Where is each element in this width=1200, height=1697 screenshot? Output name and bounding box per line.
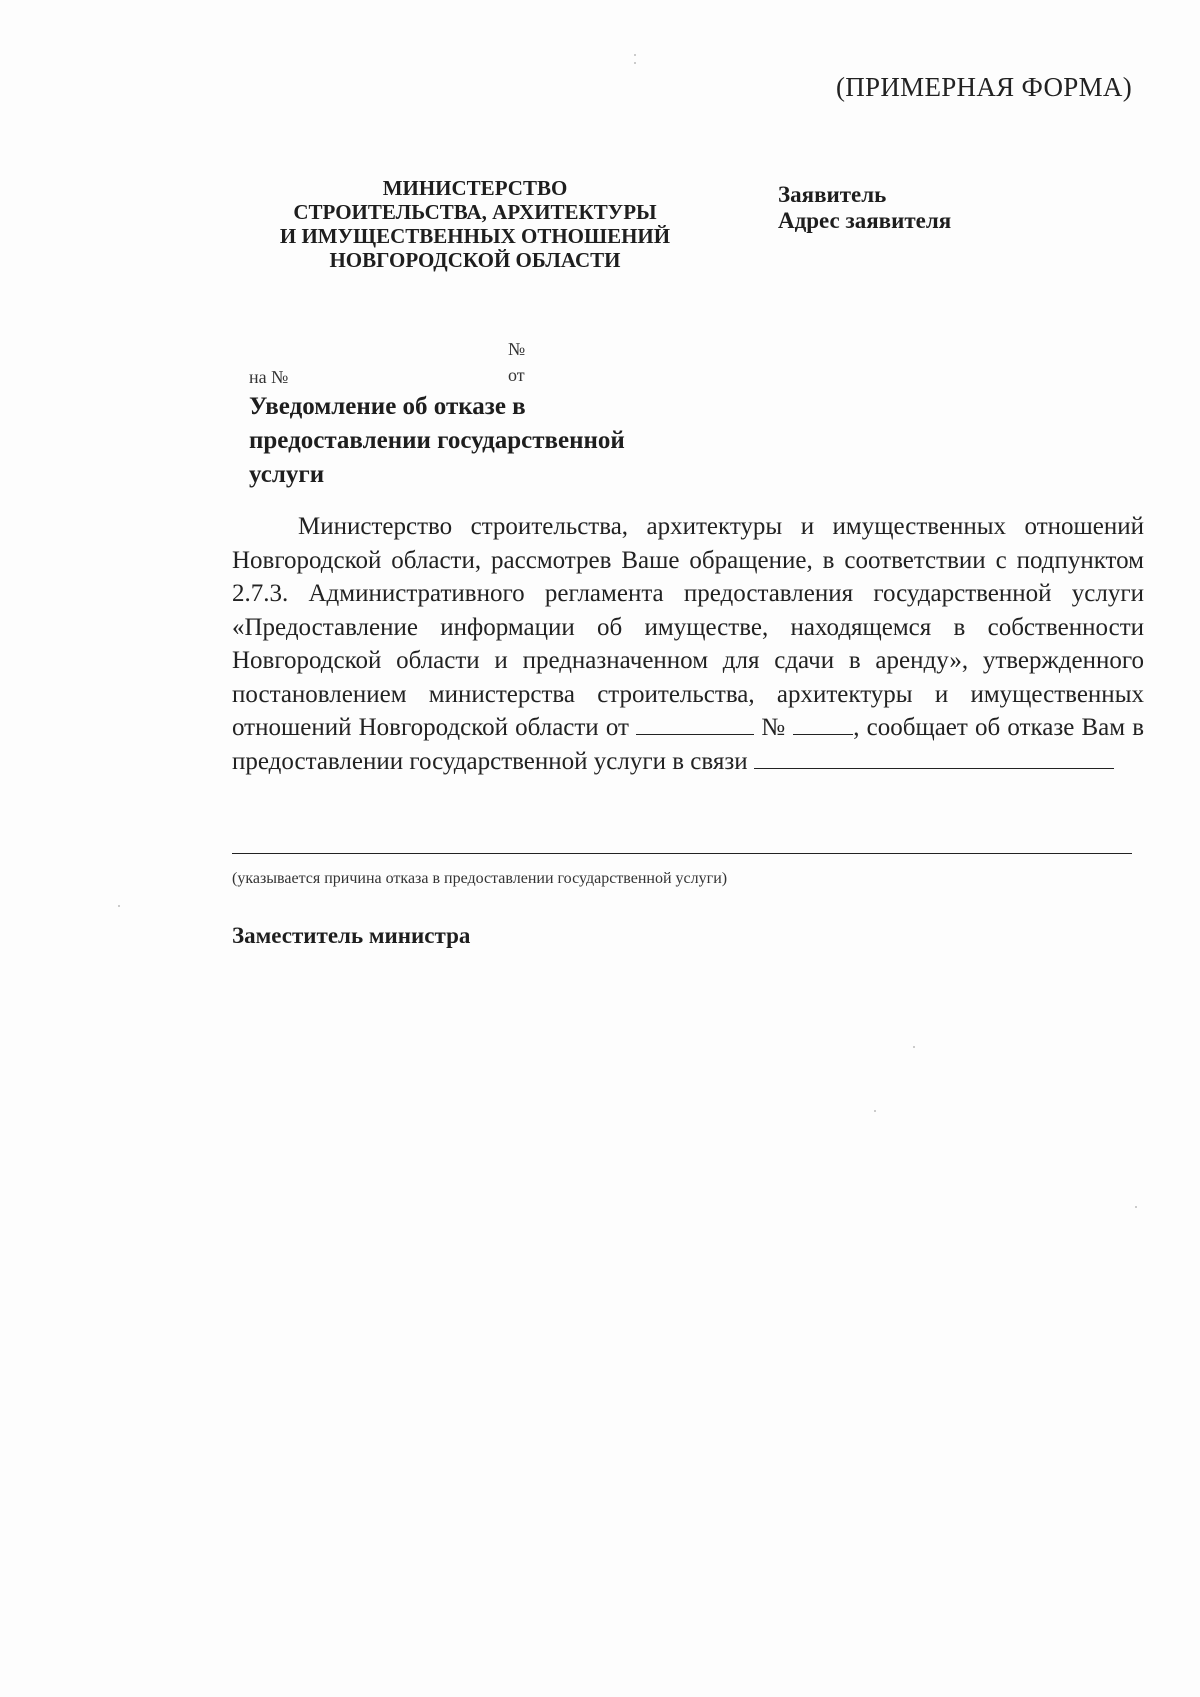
- ministry-line-1: МИНИСТЕРСТВО: [382, 176, 568, 200]
- ministry-header: [245, 176, 705, 272]
- scan-speck: [634, 62, 636, 64]
- applicant-address-label: Адрес заявителя: [778, 208, 952, 233]
- scan-speck: [634, 54, 636, 56]
- resolution-date-blank: [636, 714, 754, 735]
- scan-speck: [913, 1046, 915, 1048]
- form-type-label: (ПРИМЕРНАЯ ФОРМА): [835, 72, 1132, 102]
- refusal-reason-hint: (указывается причина отказа в предоставлении государственной услуги): [232, 870, 728, 887]
- registration-number-label: №: [508, 339, 526, 359]
- ministry-line-2: СТРОИТЕЛЬСТВА, АРХИТЕКТУРЫ: [293, 200, 657, 224]
- applicant-block: [778, 182, 951, 234]
- applicant-name-label: Заявитель: [778, 182, 887, 207]
- ministry-line-4: НОВГОРОДСКОЙ ОБЛАСТИ: [329, 248, 621, 272]
- scan-speck: [1135, 1206, 1137, 1208]
- body-text-part-1: Министерство строительства, архитектуры и имущественных отношений Новгородской области, рассмотрев Ваше обращение, в соответствии с подпунктом 2.7.3. Административного регламента предоставления государственной услуги «Предоставление информации об имуществе, находящемся в собственности Новгородской области и предназначенном для сдачи в аренду», утвержденного постановлением министерства строительства, архитектуры и имущественных отношений Новгородской области от: [232, 513, 1144, 741]
- signer-title: Заместитель министра: [232, 923, 471, 948]
- notice-body: [232, 510, 1144, 778]
- scan-speck: [874, 1110, 876, 1112]
- scan-speck: [118, 905, 120, 907]
- ministry-line-3: И ИМУЩЕСТВЕННЫХ ОТНОШЕНИЙ: [279, 224, 671, 248]
- notice-title: Уведомление об отказе в предоставлении государственной услуги: [249, 393, 625, 488]
- body-text-part-3: , сообщает об отказе Вам в предоставлении государственной услуги в связи: [232, 714, 1145, 775]
- reply-to-number-label: на №: [249, 367, 289, 387]
- refusal-reason-blank: [754, 748, 1114, 769]
- body-number-sign: №: [761, 714, 787, 741]
- resolution-number-blank: [793, 714, 853, 735]
- refusal-reason-line: [232, 853, 1132, 854]
- registration-date-label: от: [508, 365, 525, 385]
